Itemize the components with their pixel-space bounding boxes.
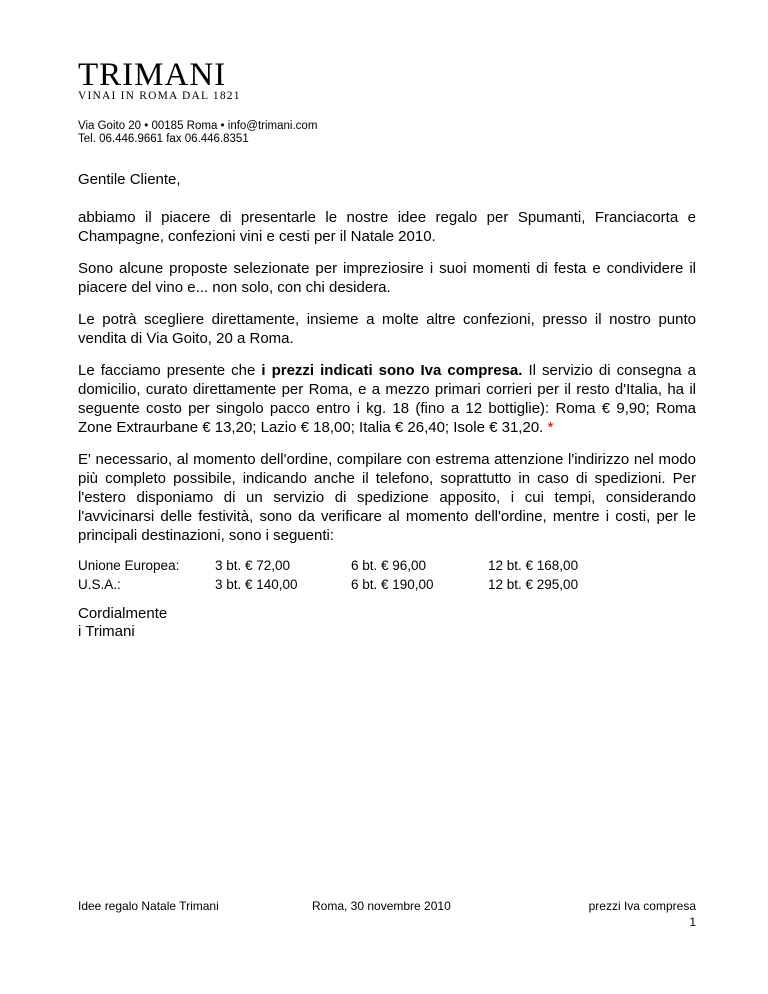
rate-12-bottles: 12 bt. € 295,00 — [488, 577, 579, 592]
contact-info — [78, 120, 696, 146]
letterhead — [78, 57, 696, 146]
signature: i Trimani — [78, 623, 135, 640]
paragraph-1: abbiamo il piacere di presentarle le nostre idee regalo per Spumanti, Franciacorta e Champagne, confezioni vini e cesti per il Natale 2010. — [78, 209, 696, 245]
brand-tagline: VINAI IN ROMA DAL 1821 — [78, 90, 241, 102]
closing-line-1: Cordialmente — [78, 605, 168, 622]
shipping-rates-table — [78, 556, 578, 594]
asterisk-note: * — [547, 419, 554, 436]
rate-12-bottles: 12 bt. € 168,00 — [488, 558, 579, 573]
closing — [78, 605, 696, 641]
page-number: 1 — [689, 915, 696, 929]
table-row — [78, 556, 578, 575]
paragraph-5: E' necessario, al momento dell'ordine, compilare con estrema attenzione l'indirizzo nel modo più completo possibile, indicando anche il telefono, soprattutto in caso di spedizioni. Per l'estero disponiamo di un servizio di spedizione apposito, i cui tempi, considerando l'avvicinarsi delle festività, sono da verificare al momento dell'ordine, mentre i costi, per le principali destinazioni, sono i seguenti: — [78, 451, 696, 544]
paragraph-4 — [78, 361, 696, 437]
rate-6-bottles: 6 bt. € 96,00 — [351, 558, 427, 573]
paragraph-2: Sono alcune proposte selezionate per impreziosire i suoi momenti di festa e condividere il piacere del vino e... non solo, con chi desidera. — [78, 260, 696, 296]
table-row — [78, 575, 578, 594]
paragraph-4-rest: Il servizio di consegna a domicilio, curato direttamente per Roma, e a mezzo primari corrieri per il resto d'Italia, ha il seguente costo per singolo pacco entro i kg. 18 (fino a 12 bottiglie): Roma € 9,90; Roma Zone Extraurbane € 13,20; Lazio € 18,00; Italia € 26,40; Isole € 31,20. — [78, 362, 696, 436]
rate-destination: U.S.A.: — [78, 577, 121, 592]
price-notice-bold: i prezzi indicati sono Iva compresa. — [261, 362, 523, 379]
greeting: Gentile Cliente, — [78, 171, 181, 188]
address-line: Via Goito 20 • 00185 Roma • info@trimani.com — [78, 120, 318, 132]
footer-note: prezzi Iva compresa — [588, 899, 696, 913]
brand-logo: TRIMANI — [78, 57, 227, 93]
footer-left: Idee regalo Natale Trimani — [78, 899, 219, 913]
rate-6-bottles: 6 bt. € 190,00 — [351, 577, 434, 592]
paragraph-4-intro: Le facciamo presente che — [78, 362, 262, 379]
rate-destination: Unione Europea: — [78, 558, 180, 573]
letter-page — [78, 57, 696, 641]
paragraph-3: Le potrà scegliere direttamente, insieme a molte altre confezioni, presso il nostro punto vendita di Via Goito, 20 a Roma. — [78, 311, 696, 347]
footer-right — [589, 898, 696, 930]
rate-3-bottles: 3 bt. € 72,00 — [215, 558, 291, 573]
footer-date: Roma, 30 novembre 2010 — [312, 899, 451, 913]
rate-3-bottles: 3 bt. € 140,00 — [215, 577, 298, 592]
phone-line: Tel. 06.446.9661 fax 06.446.8351 — [78, 133, 249, 145]
